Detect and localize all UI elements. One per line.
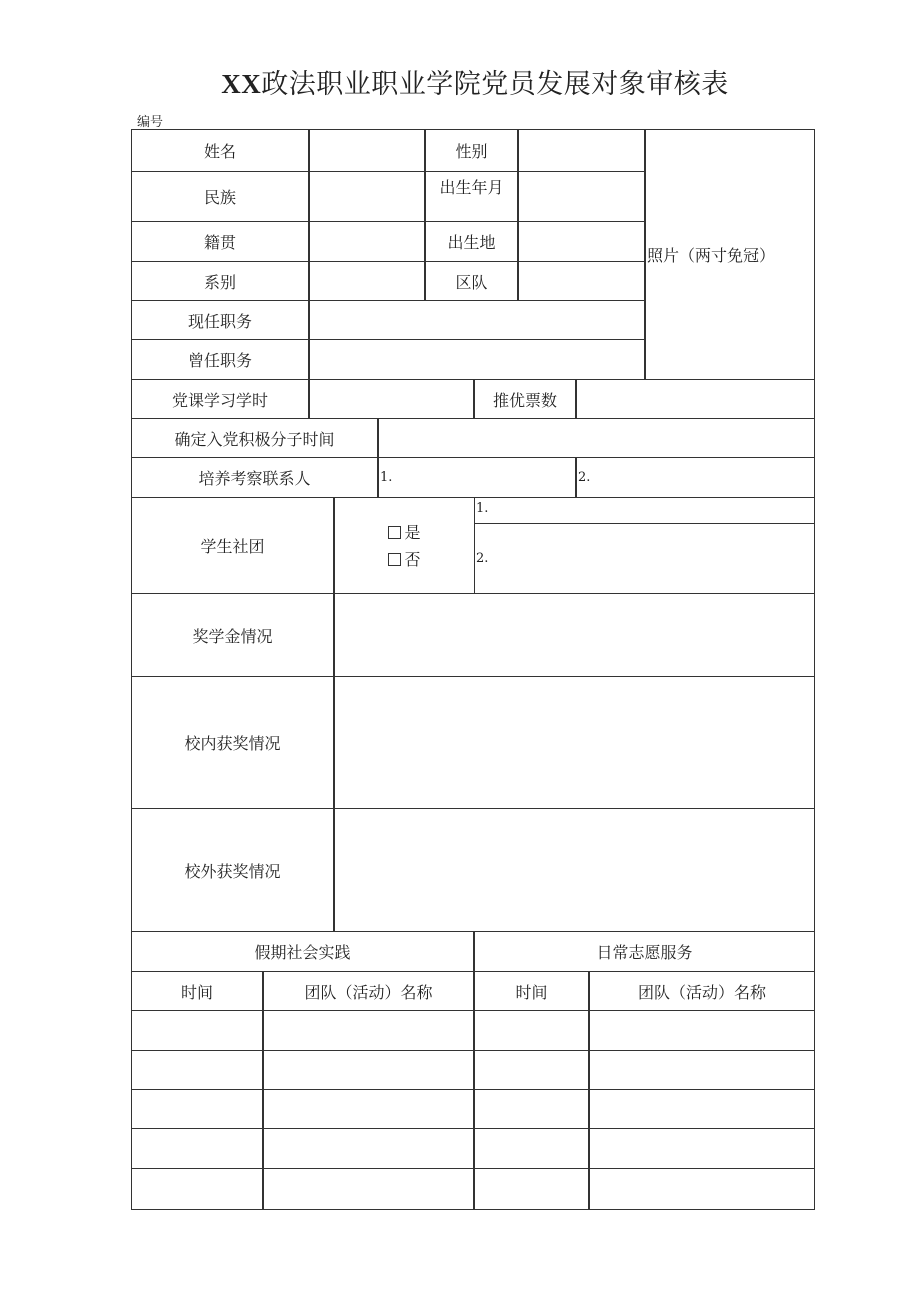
- name-field[interactable]: [309, 129, 425, 172]
- contact-person-2[interactable]: 2.: [576, 457, 815, 498]
- activist-date-field[interactable]: [378, 418, 815, 458]
- recommend-votes-label: 推优票数: [474, 379, 576, 419]
- name-label: 姓名: [131, 129, 309, 172]
- ethnicity-field[interactable]: [309, 171, 425, 222]
- table-row-cell[interactable]: [131, 1050, 263, 1090]
- no-label: 否: [404, 549, 421, 569]
- no-checkbox[interactable]: [388, 553, 401, 566]
- birth-date-field[interactable]: [518, 171, 645, 222]
- table-row-cell[interactable]: [131, 1128, 263, 1169]
- campus-awards-label: 校内获奖情况: [131, 676, 334, 809]
- contact-person-label: 培养考察联系人: [131, 457, 378, 498]
- scholarship-field[interactable]: [334, 593, 815, 677]
- former-position-label: 曾任职务: [131, 339, 309, 380]
- offcampus-awards-label: 校外获奖情况: [131, 808, 334, 932]
- table-row-cell[interactable]: [263, 1010, 474, 1051]
- table-row-cell[interactable]: [263, 1128, 474, 1169]
- table-row-cell[interactable]: [263, 1089, 474, 1129]
- contact-person-1[interactable]: 1.: [378, 457, 576, 498]
- native-place-field[interactable]: [309, 221, 425, 262]
- holiday-practice-header: 假期社会实践: [131, 931, 474, 972]
- birth-date-label: 出生年月: [425, 171, 518, 222]
- club-item-2[interactable]: 2.: [474, 523, 815, 594]
- offcampus-awards-field[interactable]: [334, 808, 815, 932]
- volunteer-time-header: 时间: [474, 971, 589, 1011]
- yes-label: 是: [404, 522, 421, 542]
- table-row-cell[interactable]: [131, 1089, 263, 1129]
- recommend-votes-field[interactable]: [576, 379, 815, 419]
- review-form-table: [132, 130, 815, 1211]
- birthplace-label: 出生地: [425, 221, 518, 262]
- page-title: XX政法职业职业学院党员发展对象审核表: [221, 69, 729, 100]
- ethnicity-label: 民族: [131, 171, 309, 222]
- serial-number-label: 编号: [137, 115, 164, 130]
- squad-label: 区队: [425, 261, 518, 301]
- yes-checkbox[interactable]: [388, 526, 401, 539]
- department-label: 系别: [131, 261, 309, 301]
- campus-awards-field[interactable]: [334, 676, 815, 809]
- activist-date-label: 确定入党积极分子时间: [131, 418, 378, 458]
- party-course-hours-field[interactable]: [309, 379, 474, 419]
- table-row-cell[interactable]: [474, 1089, 589, 1129]
- table-row-cell[interactable]: [131, 1010, 263, 1051]
- scholarship-label: 奖学金情况: [131, 593, 334, 677]
- photo-area: 照片（两寸免冠）: [645, 129, 815, 380]
- club-item-1[interactable]: 1.: [474, 497, 815, 524]
- practice-time-header: 时间: [131, 971, 263, 1011]
- practice-team-header: 团队（活动）名称: [263, 971, 474, 1011]
- current-position-field[interactable]: [309, 300, 645, 340]
- table-row-cell[interactable]: [474, 1010, 589, 1051]
- table-row-cell[interactable]: [474, 1168, 589, 1210]
- table-row-cell[interactable]: [131, 1168, 263, 1210]
- table-row-cell[interactable]: [589, 1010, 815, 1051]
- table-row-cell[interactable]: [263, 1168, 474, 1210]
- gender-label: 性别: [425, 129, 518, 172]
- student-club-label: 学生社团: [131, 497, 334, 594]
- party-course-hours-label: 党课学习学时: [131, 379, 309, 419]
- table-row-cell[interactable]: [589, 1050, 815, 1090]
- table-row-cell[interactable]: [589, 1168, 815, 1210]
- native-place-label: 籍贯: [131, 221, 309, 262]
- gender-field[interactable]: [518, 129, 645, 172]
- squad-field[interactable]: [518, 261, 645, 301]
- current-position-label: 现任职务: [131, 300, 309, 340]
- table-row-cell[interactable]: [474, 1050, 589, 1090]
- table-row-cell[interactable]: [263, 1050, 474, 1090]
- volunteer-team-header: 团队（活动）名称: [589, 971, 815, 1011]
- student-club-choice: [334, 497, 475, 594]
- department-field[interactable]: [309, 261, 425, 301]
- table-row-cell[interactable]: [589, 1089, 815, 1129]
- table-row-cell[interactable]: [474, 1128, 589, 1169]
- birthplace-field[interactable]: [518, 221, 645, 262]
- table-row-cell[interactable]: [589, 1128, 815, 1169]
- former-position-field[interactable]: [309, 339, 645, 380]
- volunteer-service-header: 日常志愿服务: [474, 931, 815, 972]
